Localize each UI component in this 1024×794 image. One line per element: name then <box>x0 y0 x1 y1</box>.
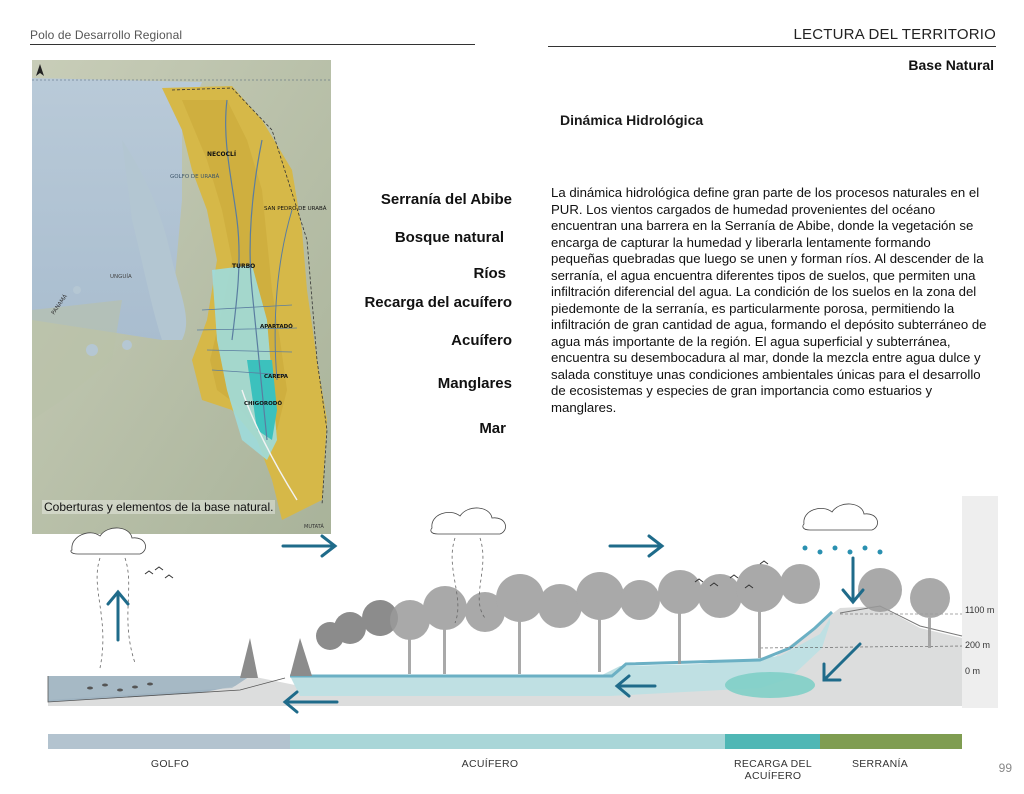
header-left-rule <box>30 44 475 45</box>
map-label-turbo: TURBO <box>232 263 256 270</box>
map-caption: Coberturas y elementos de la base natural. <box>44 500 274 514</box>
elevation-label-1100: 1100 m <box>965 605 995 615</box>
cloud-icon <box>71 504 878 554</box>
page-number: 99 <box>998 761 1012 775</box>
elevation-label-0: 0 m <box>965 666 981 676</box>
label-serrania: Serranía del Abibe <box>380 191 512 208</box>
map-label-ungia: UNGUÍA <box>110 274 132 280</box>
band-acuifero <box>290 734 725 749</box>
rain-drops-icon <box>803 546 883 555</box>
label-manglares: Manglares <box>437 375 512 392</box>
label-bosque-natural: Bosque natural <box>394 229 504 246</box>
map-label-golfo: GOLFO DE URABÁ <box>170 174 220 180</box>
map-label-chigorodo: CHIGORODÓ <box>244 401 283 407</box>
band-label-acuifero: ACUÍFERO <box>461 758 519 770</box>
band-label-serrania: SERRANÍA <box>851 758 909 770</box>
band-label-golfo: GOLFO <box>150 758 190 770</box>
hydrology-cross-section <box>0 488 1024 789</box>
map-label-san-pedro: SAN PEDRO DE URABÁ <box>264 206 327 212</box>
label-acuifero: Acuífero <box>451 332 512 349</box>
label-rios: Ríos <box>473 265 506 282</box>
band-golfo <box>48 734 290 749</box>
mangrove-trees-illustration <box>240 600 398 678</box>
band-serrania <box>820 734 962 749</box>
header-right-rule <box>548 46 996 47</box>
body-paragraph: La dinámica hidrológica define gran parte de los procesos naturales en el PUR. Los vientos cargados de humedad provenientes del océano encuentran una barrera en la Serranía de Abibe, donde la vegetación se encarga de capturar la humedad y liberarla lentamente formando pequeñas quebradas que luego se unen y forman ríos. Al descender de la serranía, el agua encuentra diferentes tipos de suelos, que permiten una infiltración diferencial del agua. La condición de los suelos en la zona del piedemonte de la serranía, es particularmente porosa, permitiendo la infiltración de gran cantidad de agua, formando el depósito subterráneo de agua más importante de la región. El agua superficial y subterránea, encuentra su desembocadura al mar, donde la mezcla entre agua dulce y salada constituye unas condiciones ambientales únicas para el desarrollo de ecosistemas y especies de gran importancia como estuarios y manglares. <box>551 185 987 415</box>
map-label-necocli: NECOCLÍ <box>207 151 237 158</box>
header-right-title: LECTURA DEL TERRITORIO <box>793 26 996 43</box>
section-subtitle: Base Natural <box>908 57 994 73</box>
label-recarga-acuifero: Recarga del acuífero <box>364 294 512 311</box>
header-left-title: Polo de Desarrollo Regional <box>30 28 183 42</box>
section-title: Dinámica Hidrológica <box>560 112 704 128</box>
band-recarga <box>725 734 820 749</box>
elevation-label-200: 200 m <box>965 640 991 650</box>
map-label-carepa: CAREPA <box>264 374 289 380</box>
natural-base-map <box>32 60 331 534</box>
label-mar: Mar <box>479 420 506 437</box>
band-label-recarga: RECARGA DEL ACUÍFERO <box>734 758 812 782</box>
map-label-apartado: APARTADÓ <box>260 324 293 330</box>
map-label-mutata: MUTATÁ <box>304 524 324 530</box>
map-label-panama: PANAMÁ <box>50 293 69 317</box>
